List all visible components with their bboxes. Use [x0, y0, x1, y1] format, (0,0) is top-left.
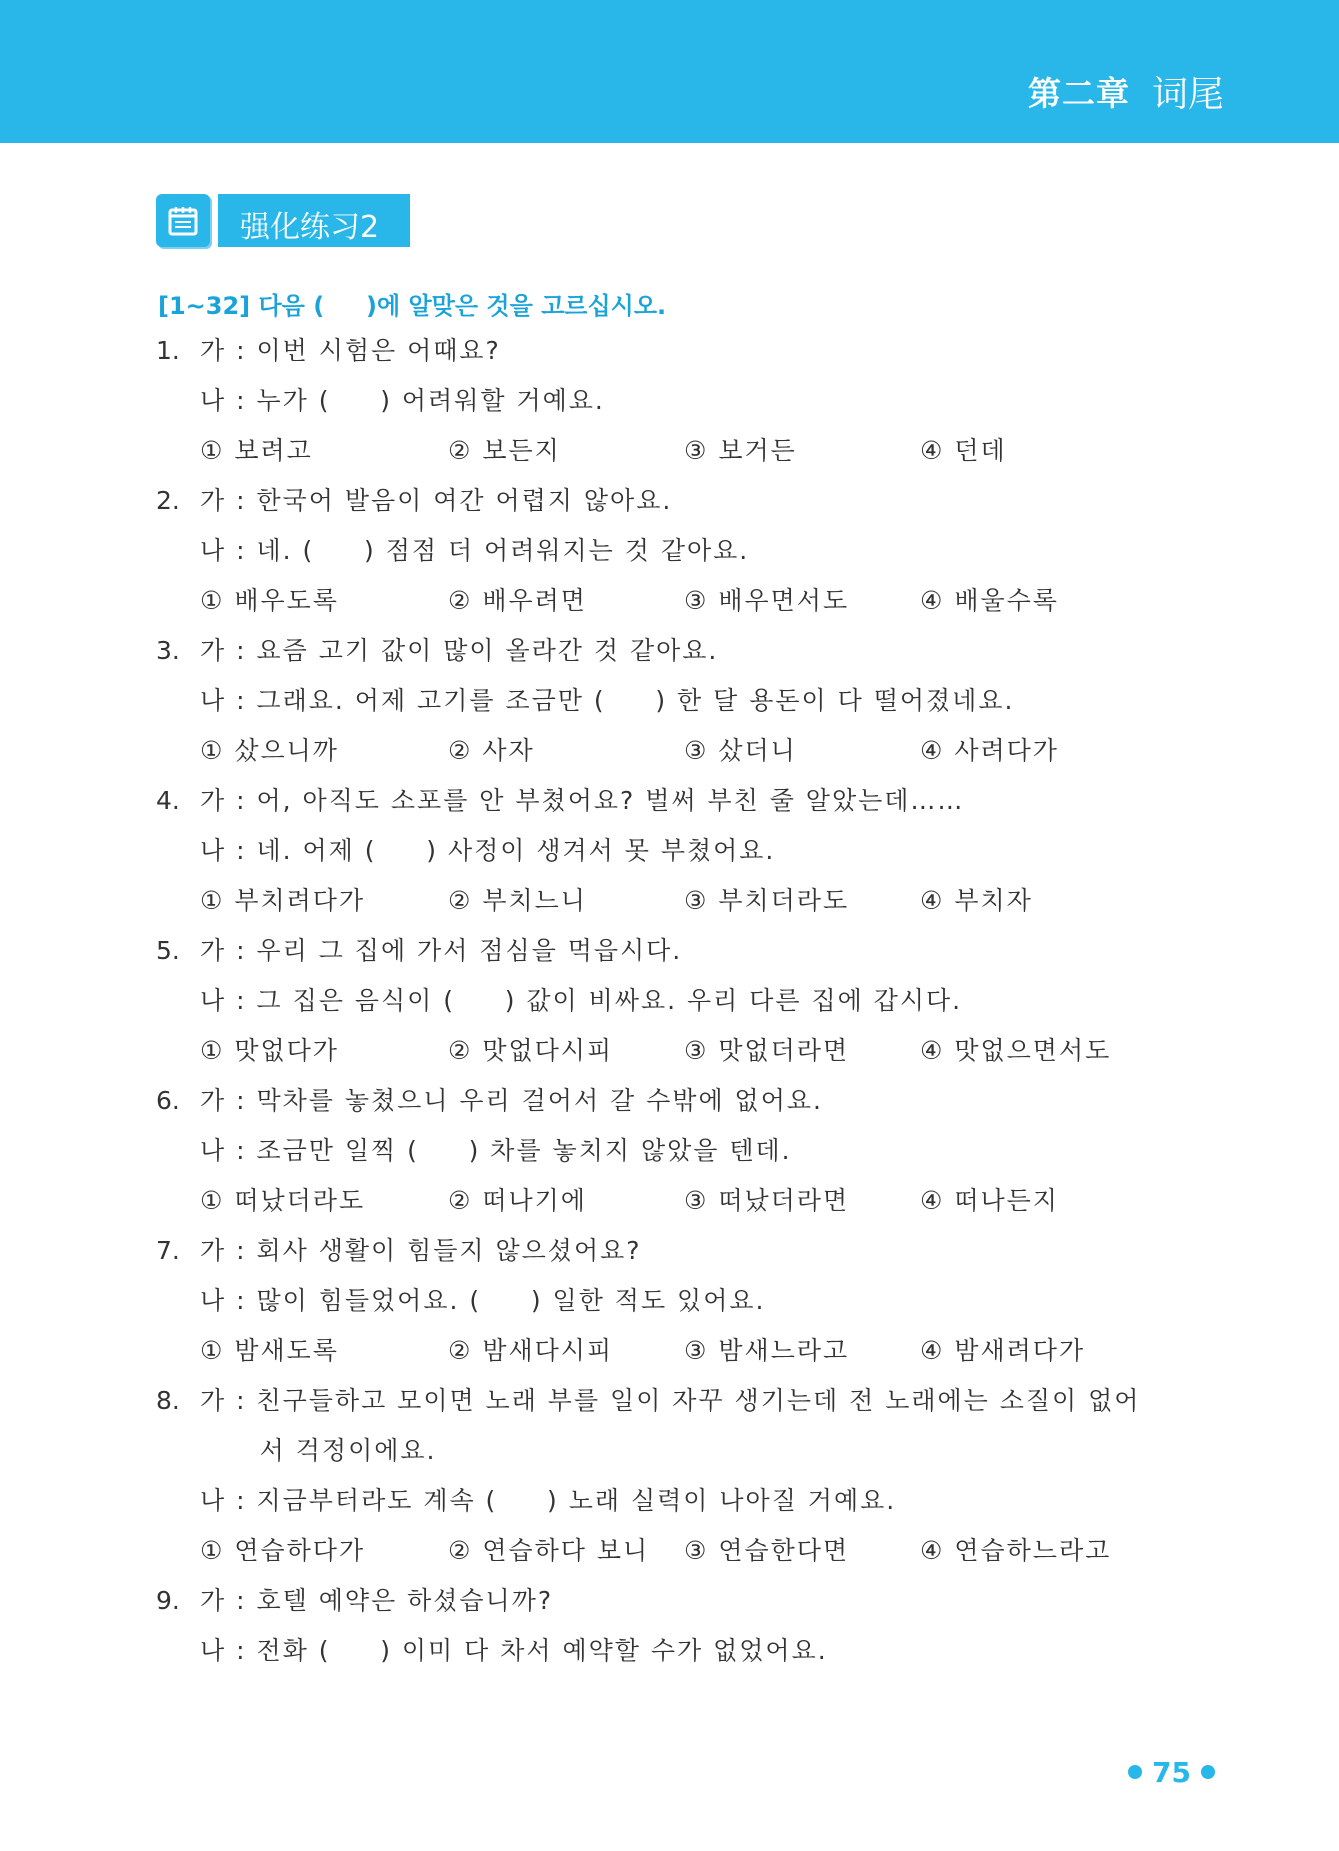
answer-option[interactable]: ③ 보거든 — [684, 436, 797, 465]
dialogue-line: 가 : 이번 시험은 어때요? — [200, 336, 501, 365]
answer-option[interactable]: ② 떠나기에 — [448, 1186, 587, 1215]
dialogue-line: 가 : 한국어 발음이 여간 어렵지 않아요. — [200, 486, 673, 515]
dialogue-line: 가 : 어, 아직도 소포를 안 부쳤어요? 벌써 부친 줄 알았는데…… — [200, 786, 965, 815]
question-number: 2. — [156, 486, 180, 515]
dialogue-line: 가 : 막차를 놓쳤으니 우리 걸어서 갈 수밖에 없어요. — [200, 1086, 823, 1115]
chapter-label: 第二章 — [1028, 74, 1130, 113]
notepad-icon — [156, 194, 210, 247]
dialogue-line: 가 : 친구들하고 모이면 노래 부를 일이 자꾸 생기는데 전 노래에는 소질이 없어 — [200, 1386, 1141, 1415]
answer-option[interactable]: ② 밤새다시피 — [448, 1336, 614, 1365]
answer-option[interactable]: ③ 연습한다면 — [684, 1536, 850, 1565]
header-band — [0, 0, 1339, 143]
question-number: 9. — [156, 1586, 180, 1615]
answer-option[interactable]: ① 떠났더라도 — [200, 1186, 366, 1215]
answer-option[interactable]: ④ 밤새려다가 — [920, 1336, 1086, 1365]
answer-option[interactable]: ① 부치려다가 — [200, 886, 366, 915]
dot-left — [1128, 1765, 1142, 1779]
answer-option[interactable]: ① 샀으니까 — [200, 736, 339, 765]
dialogue-line: 나 : 그 집은 음식이 ( ) 값이 비싸요. 우리 다른 집에 갑시다. — [200, 986, 963, 1015]
answer-option[interactable]: ④ 떠나든지 — [920, 1186, 1059, 1215]
answer-option[interactable]: ④ 배울수록 — [920, 586, 1059, 615]
answer-option[interactable]: ① 배우도록 — [200, 586, 339, 615]
answer-option[interactable]: ② 부치느니 — [448, 886, 587, 915]
answer-option[interactable]: ③ 맛없더라면 — [684, 1036, 850, 1065]
page-footer — [1128, 1754, 1215, 1790]
answer-option[interactable]: ② 연습하다 보니 — [448, 1536, 650, 1565]
section-title-box — [218, 194, 410, 247]
dialogue-line: 나 : 네. ( ) 점점 더 어려워지는 것 같아요. — [200, 536, 750, 565]
dialogue-line: 나 : 네. 어제 ( ) 사정이 생겨서 못 부쳤어요. — [200, 836, 776, 865]
dot-right — [1201, 1765, 1215, 1779]
dialogue-line: 가 : 우리 그 집에 가서 점심을 먹읍시다. — [200, 936, 683, 965]
dialogue-line: 나 : 지금부터라도 계속 ( ) 노래 실력이 나아질 거예요. — [200, 1486, 897, 1515]
answer-option[interactable]: ② 배우려면 — [448, 586, 587, 615]
answer-option[interactable]: ① 밤새도록 — [200, 1336, 339, 1365]
answer-option[interactable]: ④ 부치자 — [920, 886, 1033, 915]
answer-option[interactable]: ② 보든지 — [448, 436, 561, 465]
question-number: 5. — [156, 936, 180, 965]
answer-option[interactable]: ② 사자 — [448, 736, 535, 765]
question-number: 8. — [156, 1386, 180, 1415]
dialogue-line: 나 : 누가 ( ) 어려워할 거예요. — [200, 386, 605, 415]
question-number: 7. — [156, 1236, 180, 1265]
dialogue-line: 서 걱정이에요. — [200, 1436, 437, 1465]
question-number: 3. — [156, 636, 180, 665]
answer-option[interactable]: ③ 밤새느라고 — [684, 1336, 850, 1365]
dialogue-line: 나 : 조금만 일찍 ( ) 차를 놓치지 않았을 텐데. — [200, 1136, 792, 1165]
answer-option[interactable]: ④ 맛없으면서도 — [920, 1036, 1112, 1065]
answer-option[interactable]: ② 맛없다시피 — [448, 1036, 614, 1065]
answer-option[interactable]: ④ 던데 — [920, 436, 1007, 465]
answer-option[interactable]: ③ 부치더라도 — [684, 886, 850, 915]
dialogue-line: 나 : 많이 힘들었어요. ( ) 일한 적도 있어요. — [200, 1286, 766, 1315]
dialogue-line: 나 : 전화 ( ) 이미 다 차서 예약할 수가 없었어요. — [200, 1636, 828, 1665]
instruction: [1~32] 다음 ( )에 알맞은 것을 고르십시오. — [158, 292, 667, 320]
dialogue-line: 가 : 요즘 고기 값이 많이 올라간 것 같아요. — [200, 636, 719, 665]
answer-option[interactable]: ① 연습하다가 — [200, 1536, 366, 1565]
question-number: 6. — [156, 1086, 180, 1115]
section-title: 强化练习2 — [240, 210, 380, 245]
answer-option[interactable]: ④ 연습하느라고 — [920, 1536, 1112, 1565]
answer-option[interactable]: ③ 떠났더라면 — [684, 1186, 850, 1215]
answer-option[interactable]: ③ 배우면서도 — [684, 586, 850, 615]
question-number: 4. — [156, 786, 180, 815]
dialogue-line: 가 : 호텔 예약은 하셨습니까? — [200, 1586, 554, 1615]
dialogue-line: 나 : 그래요. 어제 고기를 조금만 ( ) 한 달 용돈이 다 떨어졌네요. — [200, 686, 1015, 715]
answer-option[interactable]: ③ 샀더니 — [684, 736, 797, 765]
answer-option[interactable]: ① 맛없다가 — [200, 1036, 339, 1065]
dialogue-line: 가 : 회사 생활이 힘들지 않으셨어요? — [200, 1236, 642, 1265]
page-number: 75 — [1152, 1755, 1191, 1789]
question-number: 1. — [156, 336, 180, 365]
chapter-title: 词尾 — [1152, 74, 1225, 115]
answer-option[interactable]: ① 보려고 — [200, 436, 313, 465]
answer-option[interactable]: ④ 사려다가 — [920, 736, 1059, 765]
